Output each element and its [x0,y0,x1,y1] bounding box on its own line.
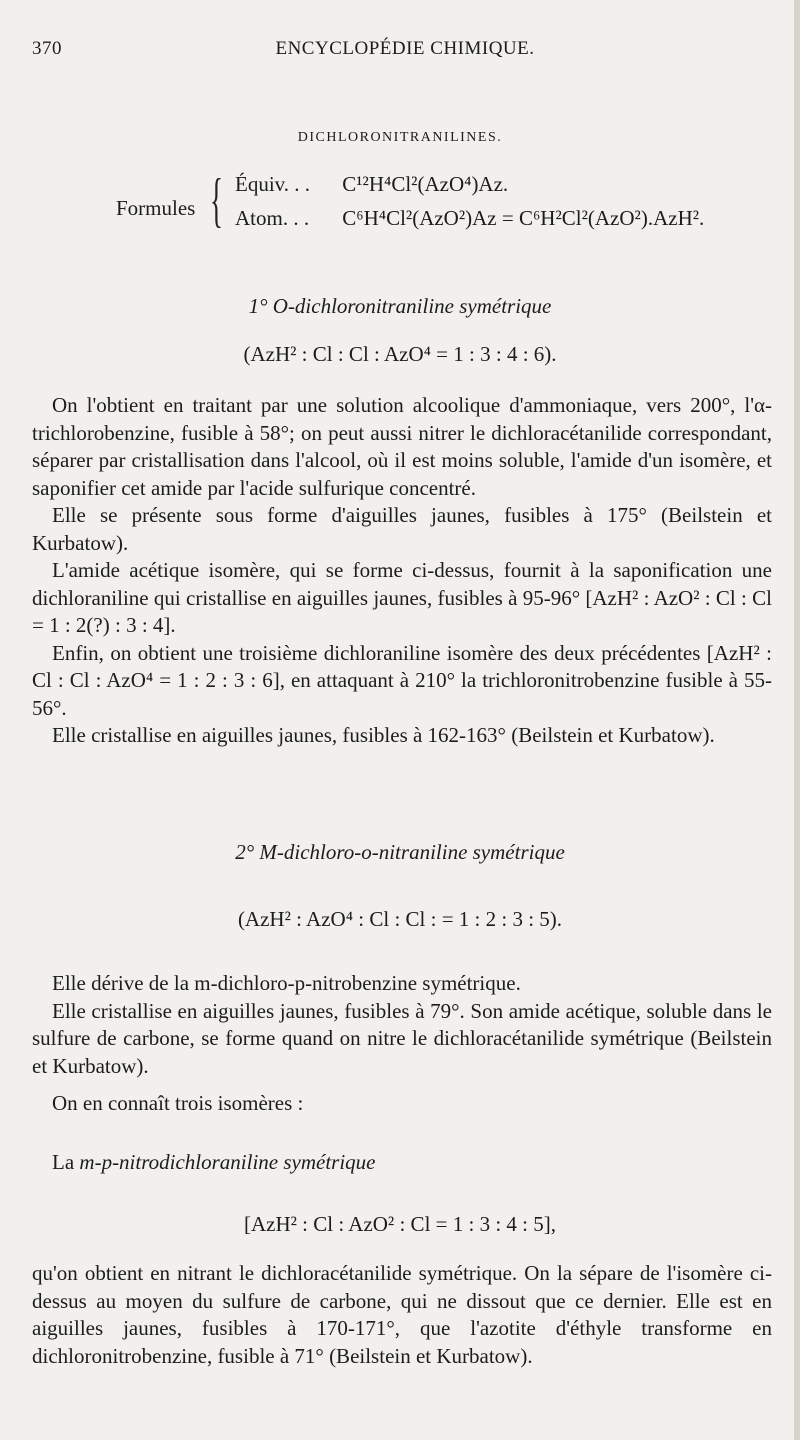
paragraph: On l'obtient en traitant par une solution alcoolique d'ammoniaque, vers 200°, l'α-trichlorobenzine, fusible à 58°; on peut aussi nitrer le dichloracétanilide correspondant, séparer par cristallisation dans l'alcool, où il est moins soluble, l'amide d'un isomère, et saponifier cet amide par l'acide sulfurique concentré. [32,393,772,500]
formulas-block [116,168,756,240]
paragraph: Elle cristallise en aiguilles jaunes, fusibles à 162-163° (Beilstein et Kurbatow). [52,723,715,747]
paragraph: Elle cristallise en aiguilles jaunes, fusibles à 79°. Son amide acétique, soluble dans le sulfure de carbone, se forme quand on nitre le dichloracétanilide symétrique (Beilstein et Kurbatow). [32,998,772,1078]
isomer-name: m-p-nitrodichloraniline symétrique [79,1150,376,1174]
brace-icon: { [210,167,223,233]
paragraph: L'amide acétique isomère, qui se forme ci-dessus, fournit à la saponification une dichloraniline qui cristallise en aiguilles jaunes, fusibles à 95-96° [AzH² : AzO² : Cl : Cl = 1 : 2(?) : 3 : 4]. [32,558,772,637]
formula-row-equiv [235,172,508,197]
section2-ratio: (AzH² : AzO⁴ : Cl : Cl : = 1 : 2 : 3 : 5). [237,907,563,931]
formula-value: C¹²H⁴Cl²(AzO⁴)Az. [342,172,509,196]
closing-body [32,1260,772,1370]
formula-value: C⁶H⁴Cl²(AzO²)Az = C⁶H²Cl²(AzO²).AzH². [342,206,705,230]
formula-row-atom [235,206,704,231]
page-number: 370 [32,38,62,59]
isomer-intro: La [52,1150,75,1174]
section-heading-1: 1° O-dichloronitraniline symétrique [248,294,552,318]
paragraph: Elle se présente sous forme d'aiguilles jaunes, fusibles à 175° (Beilstein et Kurbatow). [32,503,772,555]
section-title: DICHLORONITRANILINES. [297,130,503,145]
paragraph: On en connaît trois isomères : [52,1091,304,1115]
section-heading-2: 2° M-dichloro-o-nitraniline symétrique [235,840,565,864]
paragraph: Elle dérive de la m-dichloro-p-nitrobenzine symétrique. [52,971,521,995]
section2-body [32,970,772,1118]
section1-body [32,392,772,750]
page-header [32,38,778,62]
isomer-line [52,1150,376,1175]
isomer-ratio: [AzH² : Cl : AzO² : Cl = 1 : 3 : 4 : 5], [243,1212,556,1236]
formula-kind: Atom. . . [235,206,310,230]
paragraph: Enfin, on obtient une troisième dichloraniline isomère des deux précédentes [AzH² : Cl : Cl : AzO⁴ = 1 : 2 : 3 : 6], en attaquant à 210° la trichloronitrobenzine fusible à 55-56°. [32,640,772,720]
section1-ratio: (AzH² : Cl : Cl : AzO⁴ = 1 : 3 : 4 : 6). [243,342,557,366]
formula-kind: Équiv. . . [235,172,311,196]
formulas-label: Formules [116,196,196,220]
paragraph: qu'on obtient en nitrant le dichloracétanilide symétrique. On la sépare de l'isomère ci-dessus au moyen du sulfure de carbone, qui ne dissout que ce dernier. Elle est en aiguilles jaunes, fusibles à 170-171°, que l'azotite d'éthyle transforme en dichloronitrobenzine, fusible à 71° (Beilstein et Kurbatow). [32,1261,772,1368]
running-title: ENCYCLOPÉDIE CHIMIQUE. [275,38,535,59]
